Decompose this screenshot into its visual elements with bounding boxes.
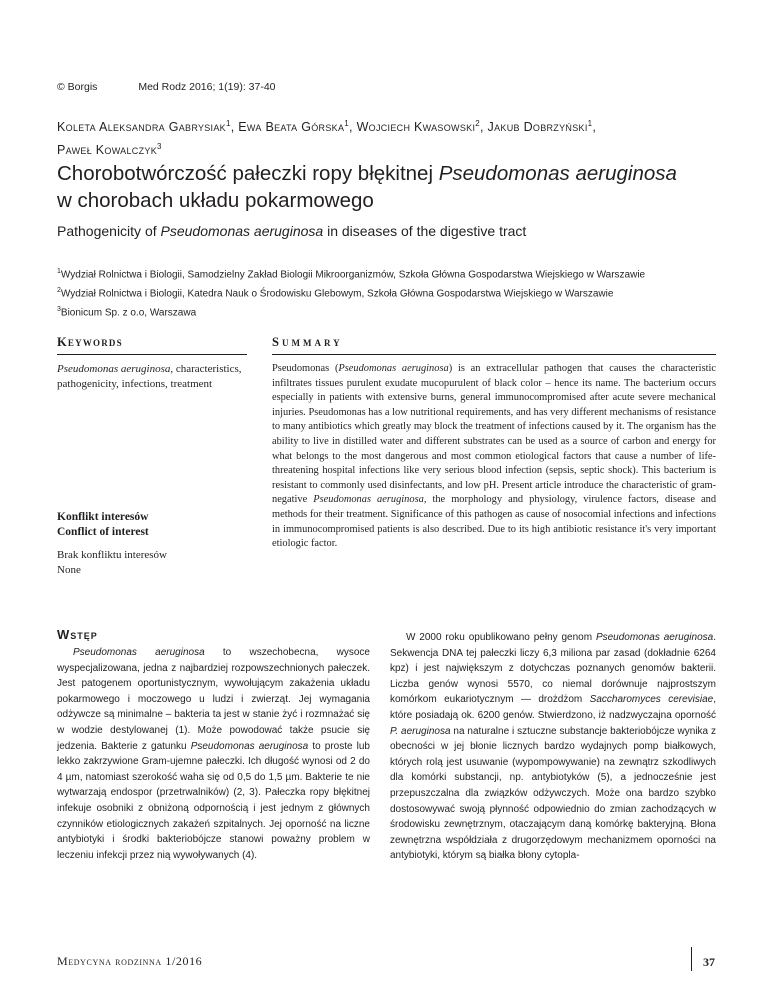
conflict-heading-pl: Konflikt interesów <box>57 511 149 523</box>
author-separator: , <box>592 120 597 135</box>
subtitle-text-end: in diseases of the digestive tract <box>323 223 527 239</box>
affiliations <box>57 264 737 320</box>
article-title <box>57 160 717 214</box>
body-column-right <box>390 630 716 864</box>
author-affil-sup: 3 <box>157 142 162 152</box>
author-name: Ewa Beata Górska <box>238 120 345 135</box>
affil-sup: 3 <box>57 305 61 313</box>
subtitle-species: Pseudomonas aeruginosa <box>160 223 324 239</box>
affiliation-2 <box>57 283 737 302</box>
author-affil-sup: 2 <box>475 119 480 128</box>
affil-text: Bionicum Sp. z o.o, Warszawa <box>60 306 197 318</box>
paragraph: W 2000 roku opublikowano pełny genom Pseudomonas aeruginosa. Sekwencja DNA tej pałeczki liczy 6,3 miliona par zasad (dokładnie 6264 kpz) i jest największym z dotychczas poznanych genomów bakterii. Liczba genów wynosi 5570, co niemal dorównuje najprostszym komórkom eukariotycznym — drożdżom Saccharomyces cerevisiae, które posiadają ok. 6200 genów. Stwierdzono, iż nadzwyczajna oporność P. aeruginosa na naturalne i sztuczne substancje bakteriobójcze wynika z obecności w jej błonie licznych bardzo wydajnych pomp białkowych, których rolą jest usuwanie (wypompowywanie) na zewnątrz szkodliwych dla komórki substancji, np. antybiotyków (5), a jednocześnie jest przepuszczalna dla związków odżywczych. Może ona bardzo szybko dostosowywać swoją płynność odpowiednio do zmian zachodzących w środowisku zewnętrznym, otaczającym daną komórkę bakteryjną. Błona zewnętrzna współdziała z drugorzędowym mechanizmem oporności na antybiotyki, którym są białka błony cytopla- <box>390 632 716 862</box>
keyword-species: Pseudomonas aeruginosa <box>57 363 171 375</box>
author-separator: , <box>349 120 357 135</box>
keywords-heading: Keywords <box>57 335 123 349</box>
author-affil-sup: 1 <box>225 119 231 128</box>
author-list <box>57 114 717 160</box>
author-line-1 <box>57 114 717 137</box>
conflict-heading <box>57 510 247 540</box>
conflict-heading-en: Conflict of interest <box>57 526 149 538</box>
title-text-line2: w chorobach układu pokarmowego <box>57 189 374 212</box>
author-separator: , <box>480 120 488 135</box>
running-header <box>57 81 276 93</box>
author-name: Jakub Dobrzyński <box>487 120 588 135</box>
page-number: 37 <box>703 955 715 969</box>
conflict-value <box>57 548 247 577</box>
footer-divider <box>691 947 692 971</box>
conflict-value-pl: Brak konfliktu interesów <box>57 549 167 561</box>
footer-journal: Medycyna rodzinna 1/2016 <box>57 954 203 968</box>
body-column-left <box>57 645 370 863</box>
author-affil-sup: 1 <box>344 119 350 128</box>
author-affil-sup: 1 <box>587 119 593 128</box>
author-name: Wojciech Kwasowski <box>356 120 476 135</box>
copyright-label: © Borgis <box>57 81 98 93</box>
summary-text: Pseudomonas (Pseudomonas aeruginosa) is an extracellular pathogen that causes the characteristic infiltrates tissues purulent exudate mucopurulent of black color – hence its name. The bacterium occurs especially in patients with extensive burns, general immunocompromised after acute severe mechanical injuries. Pseudomonas has a low nutritional requirements, and has very different mechanisms of resistance to many antibiotics which greatly may block the treatment of infections caused by it. The organism has the ability to live in distilled water and different substrates can be used as a source of carbon and energy for what belongs to the most dangerous and most common etiological factors that cause a number of life-threatening hospital infections like very serious blood infection (sepsis, septic shock). This bacterium is resistant to commonly used disinfectants, and low pH. Present article introduce the characteristic of gram-negative Pseudomonas aeruginosa, the morphology and physiology, virulence factors, disease and methods for their treatment. Significance of this pathogen as cause of nosocomial infections and infections in immunocompromised patients is also described. Due to its high antibiotic resistance it's very important etiologic factor. <box>272 363 717 550</box>
author-name: Koleta Aleksandra Gabrysiak <box>57 120 226 135</box>
author-separator: , <box>230 120 239 135</box>
affil-text: Wydział Rolnictwa i Biologii, Katedra Nauk o Środowisku Glebowym, Szkoła Główna Gospodarstwa Wiejskiego w Warszawie <box>60 288 614 300</box>
author-name: Paweł Kowalczyk <box>57 143 157 158</box>
section-heading-intro: Wstęp <box>57 627 98 642</box>
keywords-text <box>57 362 247 391</box>
journal-citation: Med Rodz 2016; 1(19): 37-40 <box>138 81 276 93</box>
title-text: Chorobotwórczość pałeczki ropy błękitnej <box>57 162 439 185</box>
paragraph: Pseudomonas aeruginosa to wszechobecna, wysoce wyspecjalizowana, jedna z najbardziej rozpowszechnionych pałeczek. Jest patogenem oportunistycznym, wywołującym zakażenia układu pokarmowego i moczowego u ludzi i zwierząt. Jej wymagania odżywcze są minimalne – bakteria ta jest w stanie żyć i rozmnażać się w wodzie destylowanej (1). Może powodować także psucie się jedzenia. Bakterie z gatunku Pseudomonas aeruginosa to proste lub lekko zakrzywione Gram-ujemne pałeczki. Ich długość wynosi od 2 do 4 µm, natomiast szerokość waha się od 0,5 do 1,5 µm. Bakterie te nie wytwarzają endospor (przetrwalników) (2, 3). Pałeczka ropy błękitnej infekuje osobniki z obniżoną odpornością i jest jednym z głównych czynników etiologicznych zakażeń szpitalnych. Jej oporność na liczne antybiotyki i środki bakteriobójcze stanowi poważny problem w leczeniu infekcji przez nią wywoływanych (4). <box>57 647 370 861</box>
affil-sup: 2 <box>57 286 61 294</box>
title-species: Pseudomonas aeruginosa <box>438 162 677 185</box>
affiliation-3 <box>57 302 737 321</box>
author-line-2 <box>57 137 717 160</box>
subtitle-text: Pathogenicity of <box>57 223 161 239</box>
affiliation-1 <box>57 264 737 283</box>
affil-sup: 1 <box>57 268 61 275</box>
summary-rule <box>272 354 716 355</box>
conflict-value-en: None <box>57 563 81 576</box>
summary-heading: Summary <box>272 335 343 349</box>
keyword-list: , characteristics, pathogenicity, infections, treatment <box>57 363 242 390</box>
article-subtitle-english <box>57 223 526 239</box>
affil-text: Wydział Rolnictwa i Biologii, Samodzielny Zakład Biologii Mikroorganizmów, Szkoła Główna Gospodarstwa Wiejskiego w Warszawie <box>60 269 646 281</box>
keywords-rule <box>57 354 247 355</box>
